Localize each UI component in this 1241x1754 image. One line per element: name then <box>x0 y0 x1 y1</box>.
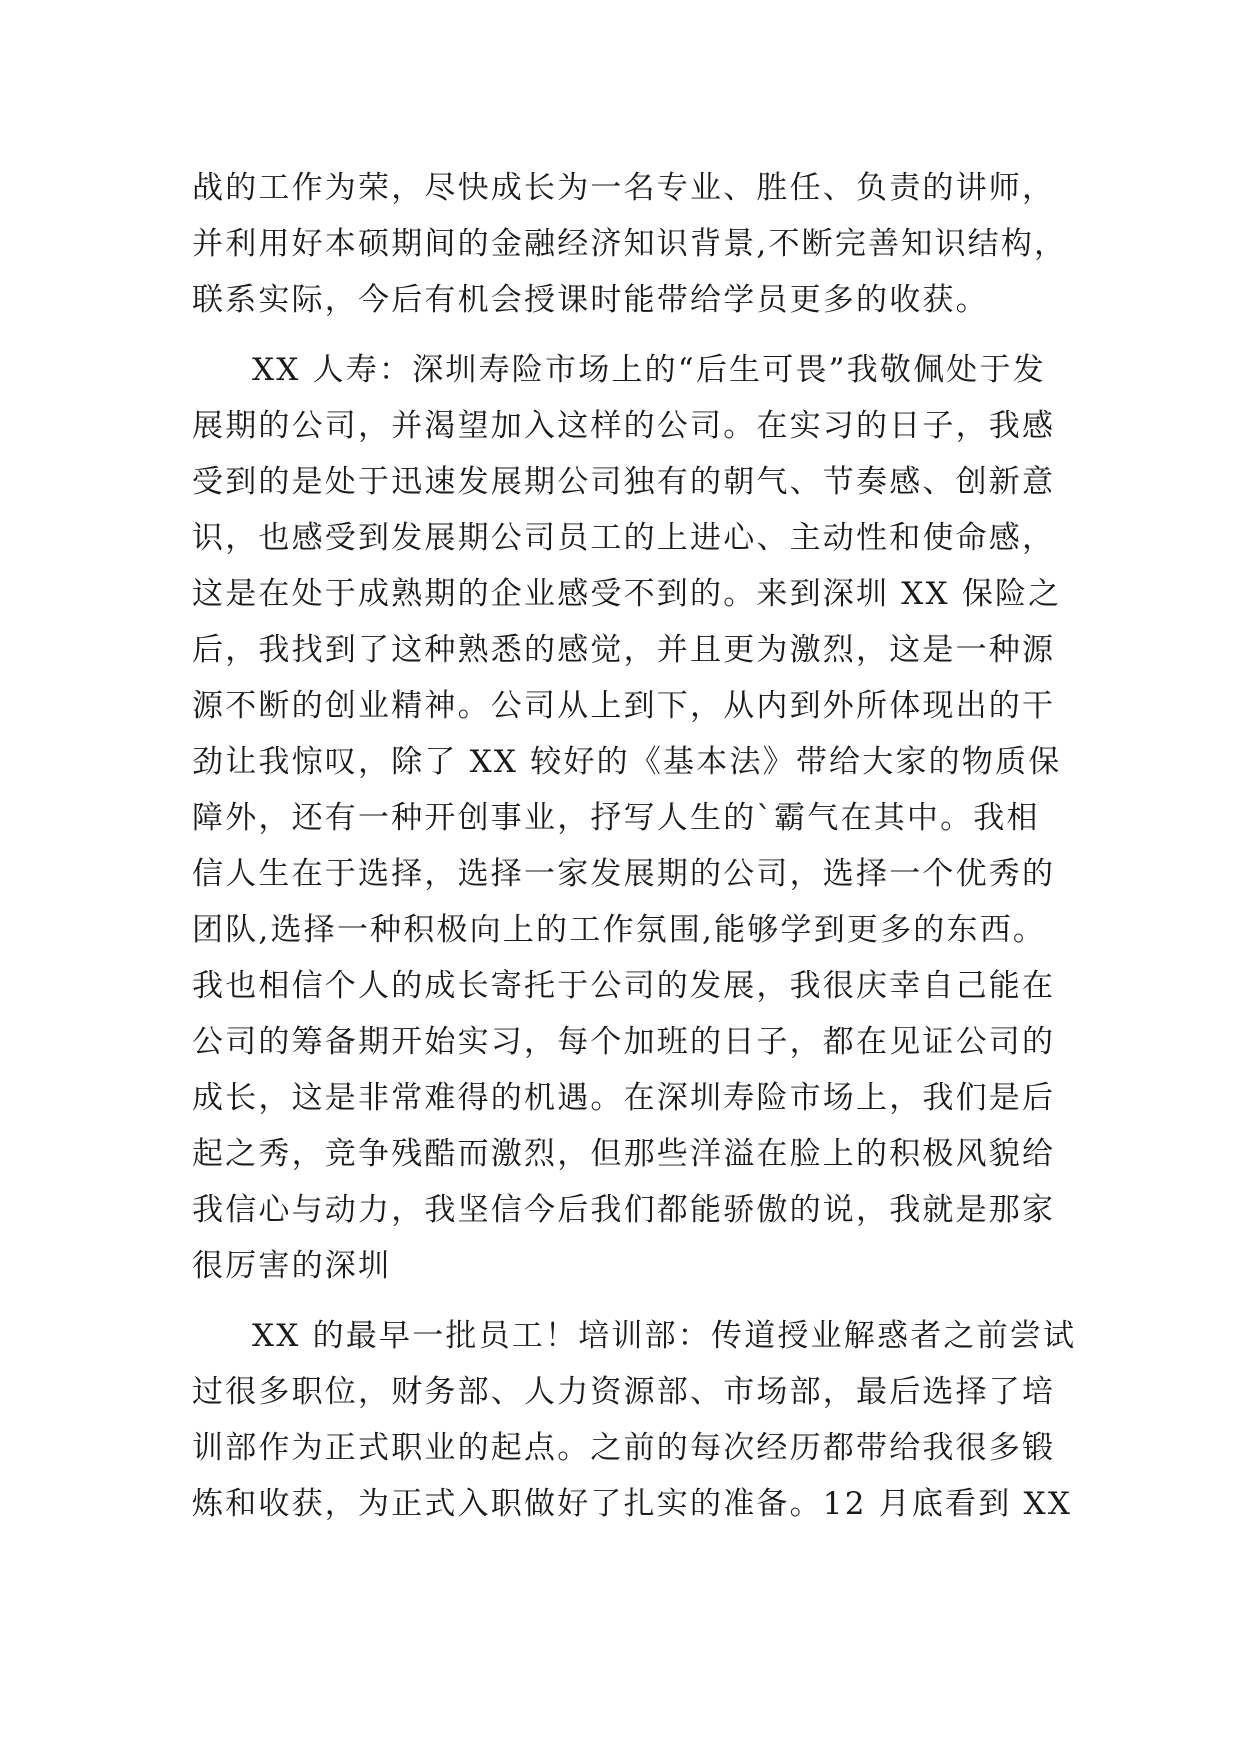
text-line: 很厉害的深圳 <box>192 1248 392 1284</box>
text-line: XX 的最早一批员工！培训部：传道授业解惑者之前尝试 <box>252 1318 1077 1354</box>
body-text <box>192 160 1077 1532</box>
text-line: 团队,选择一种积极向上的工作氛围,能够学到更多的东西。 <box>192 912 1047 948</box>
text-line: 展期的公司，并渴望加入这样的公司。在实习的日子，我感 <box>192 408 1056 444</box>
text-line: 公司的筹备期开始实习，每个加班的日子，都在见证公司的 <box>192 1024 1056 1060</box>
text-line: 障外，还有一种开创事业，抒写人生的`霸气在其中。我相 <box>192 800 1040 836</box>
text-line: XX 人寿：深圳寿险市场上的“后生可畏”我敬佩处于发 <box>252 352 1046 388</box>
text-line: 联系实际，今后有机会授课时能带给学员更多的收获。 <box>192 282 989 318</box>
text-line: 后，我找到了这种熟悉的感觉，并且更为激烈，这是一种源 <box>192 632 1056 668</box>
text-line: 我也相信个人的成长寄托于公司的发展，我很庆幸自己能在 <box>192 968 1056 1004</box>
paragraph-1 <box>192 160 1068 328</box>
text-line: 我信心与动力，我坚信今后我们都能骄傲的说，我就是那家 <box>192 1192 1056 1228</box>
text-line: 劲让我惊叹，除了 XX 较好的《基本法》带给大家的物质保 <box>192 744 1062 780</box>
text-line: 受到的是处于迅速发展期公司独有的朝气、节奏感、创新意 <box>192 464 1056 500</box>
text-line: 炼和收获，为正式入职做好了扎实的准备。12 月底看到 XX <box>192 1486 1073 1522</box>
text-line: 信人生在于选择，选择一家发展期的公司，选择一个优秀的 <box>192 856 1056 892</box>
text-line: 并利用好本硕期间的金融经济知识背景,不断完善知识结构， <box>192 226 1068 262</box>
paragraph-3 <box>192 1308 1077 1532</box>
text-line: 这是在处于成熟期的企业感受不到的。来到深圳 XX 保险之 <box>192 576 1062 612</box>
text-line: 识，也感受到发展期公司员工的上进心、主动性和使命感， <box>192 520 1056 556</box>
text-line: 战的工作为荣，尽快成长为一名专业、胜任、负责的讲师， <box>192 170 1056 206</box>
text-line: 成长，这是非常难得的机遇。在深圳寿险市场上，我们是后 <box>192 1080 1056 1116</box>
text-line: 过很多职位，财务部、人力资源部、市场部，最后选择了培 <box>192 1374 1056 1410</box>
text-line: 训部作为正式职业的起点。之前的每次经历都带给我很多锻 <box>192 1430 1056 1466</box>
text-line: 起之秀，竞争残酷而激烈，但那些洋溢在脸上的积极风貌给 <box>192 1136 1056 1172</box>
text-line: 源不断的创业精神。公司从上到下，从内到外所体现出的干 <box>192 688 1056 724</box>
paragraph-2 <box>192 342 1062 1294</box>
